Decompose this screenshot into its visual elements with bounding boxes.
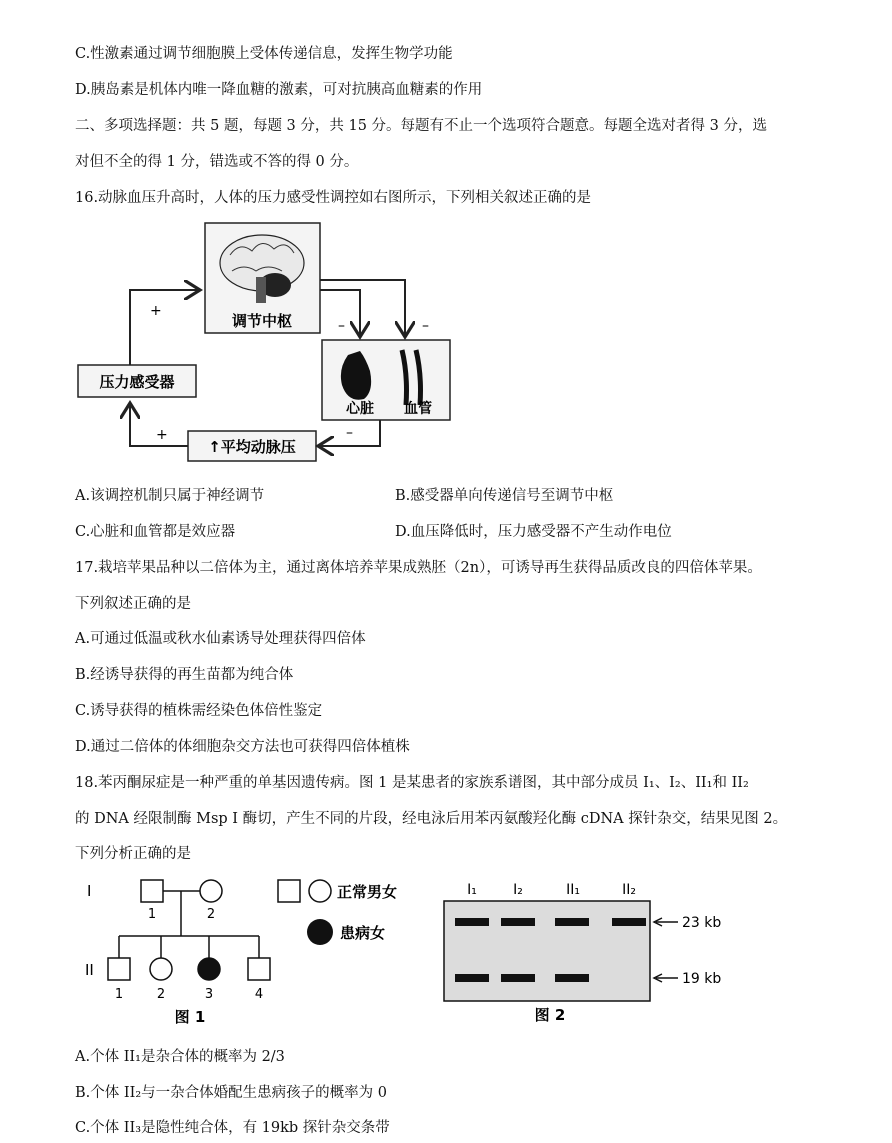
marker-19kb-label: 19 kb xyxy=(682,971,722,987)
pedigree-II1-number: 1 xyxy=(114,987,124,1002)
lane-II2-label: II₂ xyxy=(622,882,636,898)
q18-option-c: C.个体 II₃是隐性纯合体，有 19kb 探针杂交条带 xyxy=(75,1120,390,1136)
q18-option-a: A.个体 II₁是杂合体的概率为 2/3 xyxy=(75,1049,285,1065)
lane-II1-label: II₁ xyxy=(566,882,580,898)
pedigree-I2-number: 2 xyxy=(206,907,216,922)
q16-option-a: A.该调控机制只属于神经调节 xyxy=(75,488,265,504)
q16-options-row2 xyxy=(75,520,672,541)
question-17-cont: 下列叙述正确的是 xyxy=(75,596,191,612)
legend-affected-symbol xyxy=(307,919,333,945)
q16-option-d: D.血压降低时，压力感受器不产生动作电位 xyxy=(395,524,672,540)
pedigree-II4-number: 4 xyxy=(254,987,264,1002)
band-II2-23kb xyxy=(612,918,646,926)
pedigree-I2-female xyxy=(200,880,222,902)
figure-1-caption: 图 1 xyxy=(174,1008,206,1026)
receptor-label: 压力感受器 xyxy=(99,373,175,391)
question-18: 18.苯丙酮尿症是一种严重的单基因遗传病。图 1 是某患者的家族系谱图，其中部分成员 I₁、I₂、II₁和 II₂ xyxy=(75,775,749,791)
band-I1-23kb xyxy=(455,918,489,926)
legend-affected-label: 患病女 xyxy=(340,924,386,942)
marker-23kb-label: 23 kb xyxy=(682,915,722,931)
q17-option-a: A.可通过低温或秋水仙素诱导处理获得四倍体 xyxy=(75,631,366,647)
q16-option-b: B.感受器单向传递信号至调节中枢 xyxy=(395,488,614,504)
gel-panel xyxy=(444,901,650,1001)
generation-2-label: II xyxy=(85,961,94,979)
pedigree-II4-male xyxy=(248,958,270,980)
question-18-cont1: 的 DNA 经限制酶 Msp I 酶切，产生不同的片段，经电泳后用苯丙氨酸羟化酶 cDNA 探针杂交，结果见图 2。 xyxy=(75,811,788,827)
pedigree-II3-affected-female xyxy=(198,958,220,980)
figure-1-pedigree xyxy=(75,870,435,1030)
generation-1-label: I xyxy=(87,882,92,900)
q16-options-row1 xyxy=(75,484,614,505)
vessel-label: 血管 xyxy=(404,401,432,417)
legend-male-symbol xyxy=(278,880,300,902)
option-d-previous: D.胰岛素是机体内唯一降血糖的激素，可对抗胰高血糖素的作用 xyxy=(75,82,483,98)
pedigree-II2-female xyxy=(150,958,172,980)
pedigree-II1-male xyxy=(108,958,130,980)
band-I2-23kb xyxy=(501,918,535,926)
section-heading-cont: 对但不全的得 1 分，错选或不答的得 0 分。 xyxy=(75,154,359,170)
figure-16-diagram xyxy=(70,215,470,465)
band-I1-19kb xyxy=(455,974,489,982)
figure-2-caption: 图 2 xyxy=(534,1006,566,1024)
pedigree-II3-number: 3 xyxy=(204,987,214,1002)
q17-option-b: B.经诱导获得的再生苗都为纯合体 xyxy=(75,667,294,683)
lane-I1-label: I₁ xyxy=(467,882,477,898)
option-c-previous: C.性激素通过调节细胞膜上受体传递信息，发挥生物学功能 xyxy=(75,46,453,62)
plus-sign-top: + xyxy=(150,303,162,319)
section-heading: 二、多项选择题：共 5 题，每题 3 分，共 15 分。每题有不止一个选项符合题意。每题全选对者得 3 分，选 xyxy=(75,118,767,134)
q18-option-b: B.个体 II₂与一杂合体婚配生患病孩子的概率为 0 xyxy=(75,1085,387,1101)
legend-normal-label: 正常男女 xyxy=(337,883,398,901)
question-18-cont2: 下列分析正确的是 xyxy=(75,846,191,862)
band-II1-23kb xyxy=(555,918,589,926)
q16-option-c: C.心脏和血管都是效应器 xyxy=(75,524,236,540)
q17-option-c: C.诱导获得的植株需经染色体倍性鉴定 xyxy=(75,703,323,719)
minus-sign-heart: – xyxy=(338,318,345,334)
figure-2-gel xyxy=(440,876,740,1028)
lane-I2-label: I₂ xyxy=(513,882,523,898)
question-16: 16.动脉血压升高时，人体的压力感受性调控如右图所示，下列相关叙述正确的是 xyxy=(75,190,592,206)
plus-sign-bottom: + xyxy=(156,427,168,443)
pedigree-I1-number: 1 xyxy=(147,907,157,922)
pedigree-II2-number: 2 xyxy=(156,987,166,1002)
pedigree-I1-male xyxy=(141,880,163,902)
question-17: 17.栽培苹果品种以二倍体为主，通过离体培养苹果成熟胚（2n），可诱导再生获得品质改良的四倍体苹果。 xyxy=(75,560,762,576)
legend-female-symbol xyxy=(309,880,331,902)
mean-arterial-pressure-label: ↑平均动脉压 xyxy=(208,438,296,456)
regulation-center-label: 调节中枢 xyxy=(231,312,293,330)
minus-sign-pressure: – xyxy=(346,425,353,441)
heart-label: 心脏 xyxy=(346,401,374,417)
q17-option-d: D.通过二倍体的体细胞杂交方法也可获得四倍体植株 xyxy=(75,739,410,755)
band-I2-19kb xyxy=(501,974,535,982)
minus-sign-vessel: – xyxy=(422,318,429,334)
band-II1-19kb xyxy=(555,974,589,982)
